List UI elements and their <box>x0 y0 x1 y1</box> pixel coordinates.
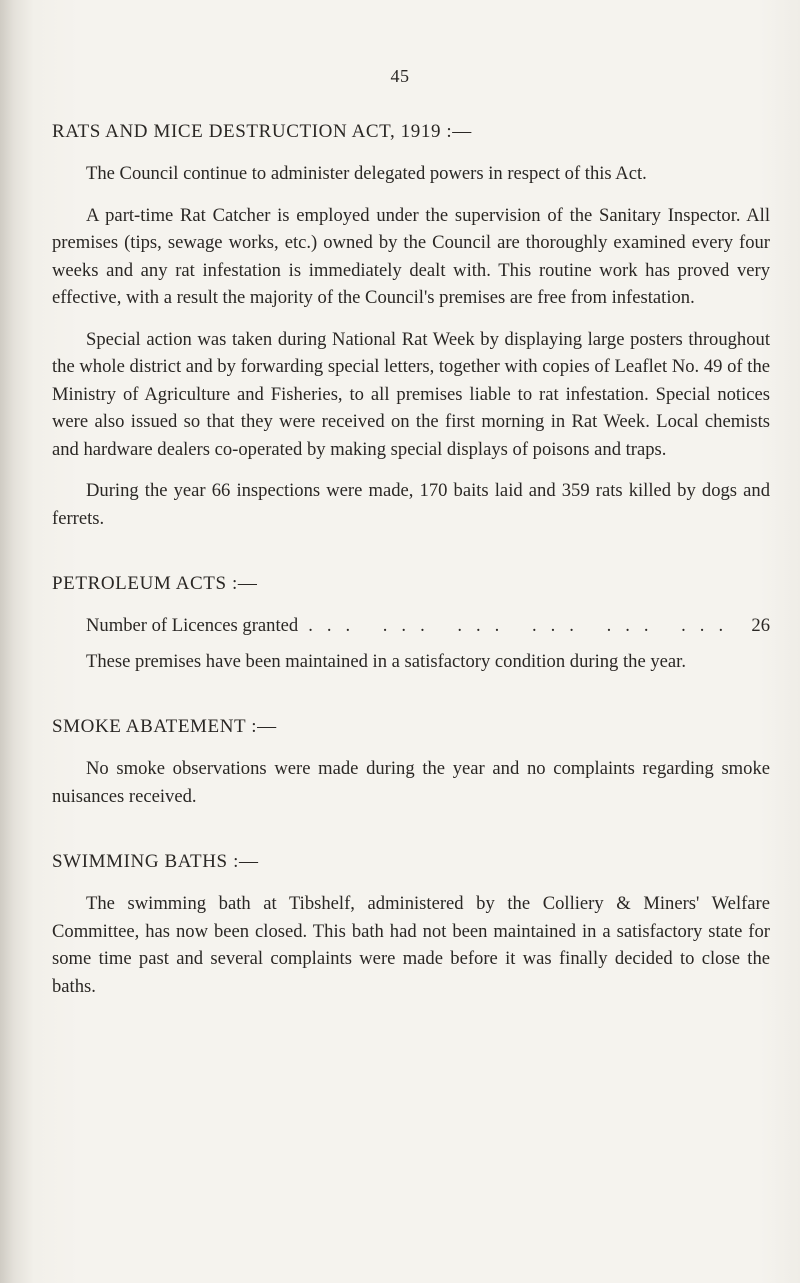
leader-dots <box>308 612 741 640</box>
page-number: 45 <box>390 66 410 86</box>
licences-label: Number of Licences granted <box>86 615 299 636</box>
smoke-paragraph: No smoke observations were made during the year and no complaints regarding smoke nuisances received. <box>52 758 770 807</box>
swimming-heading: SWIMMING BATHS :— <box>52 851 259 872</box>
rats-paragraph-3: Special action was taken during National Rat Week by displaying large posters throughout the whole district and by forwarding special letters, together with copies of Leaflet No. 49 of the Ministry of Agriculture and Fisheries, to all premises liable to rat infestation. Special notices were also issued so that they were received on the first morning in Rat Week. Local chemists and hardware dealers co-operated by making special displays of poisons and traps. <box>52 328 770 460</box>
swimming-section <box>52 848 770 1000</box>
smoke-heading: SMOKE ABATEMENT :— <box>52 716 277 737</box>
petroleum-heading: PETROLEUM ACTS :— <box>52 573 258 594</box>
licences-value: 26 <box>751 615 770 636</box>
rats-heading: RATS AND MICE DESTRUCTION ACT, 1919 :— <box>52 121 472 142</box>
petroleum-section <box>52 570 770 675</box>
rats-paragraph-4: During the year 66 inspections were made, 170 baits laid and 359 rats killed by dogs and ferrets. <box>52 480 770 529</box>
smoke-section <box>52 713 770 810</box>
page-content <box>52 118 770 1014</box>
rats-section <box>52 118 770 532</box>
swimming-paragraph: The swimming bath at Tibshelf, administered by the Colliery & Miners' Welfare Committee, has now been closed. This bath had not been maintained in a satisfactory state for some time past and several complaints were made before it was finally decided to close the baths. <box>52 893 770 997</box>
petroleum-paragraph: These premises have been maintained in a satisfactory condition during the year. <box>86 650 686 672</box>
licences-row <box>52 612 770 640</box>
rats-paragraph-2: A part-time Rat Catcher is employed under the supervision of the Sanitary Inspector. All premises (tips, sewage works, etc.) owned by the Council are thoroughly examined every four weeks and any rat infestation is immediately dealt with. This routine work has proved very effective, with a result the majority of the Council's premises are free from infestation. <box>52 204 770 308</box>
rats-paragraph-1: The Council continue to administer delegated powers in respect of this Act. <box>86 163 647 184</box>
